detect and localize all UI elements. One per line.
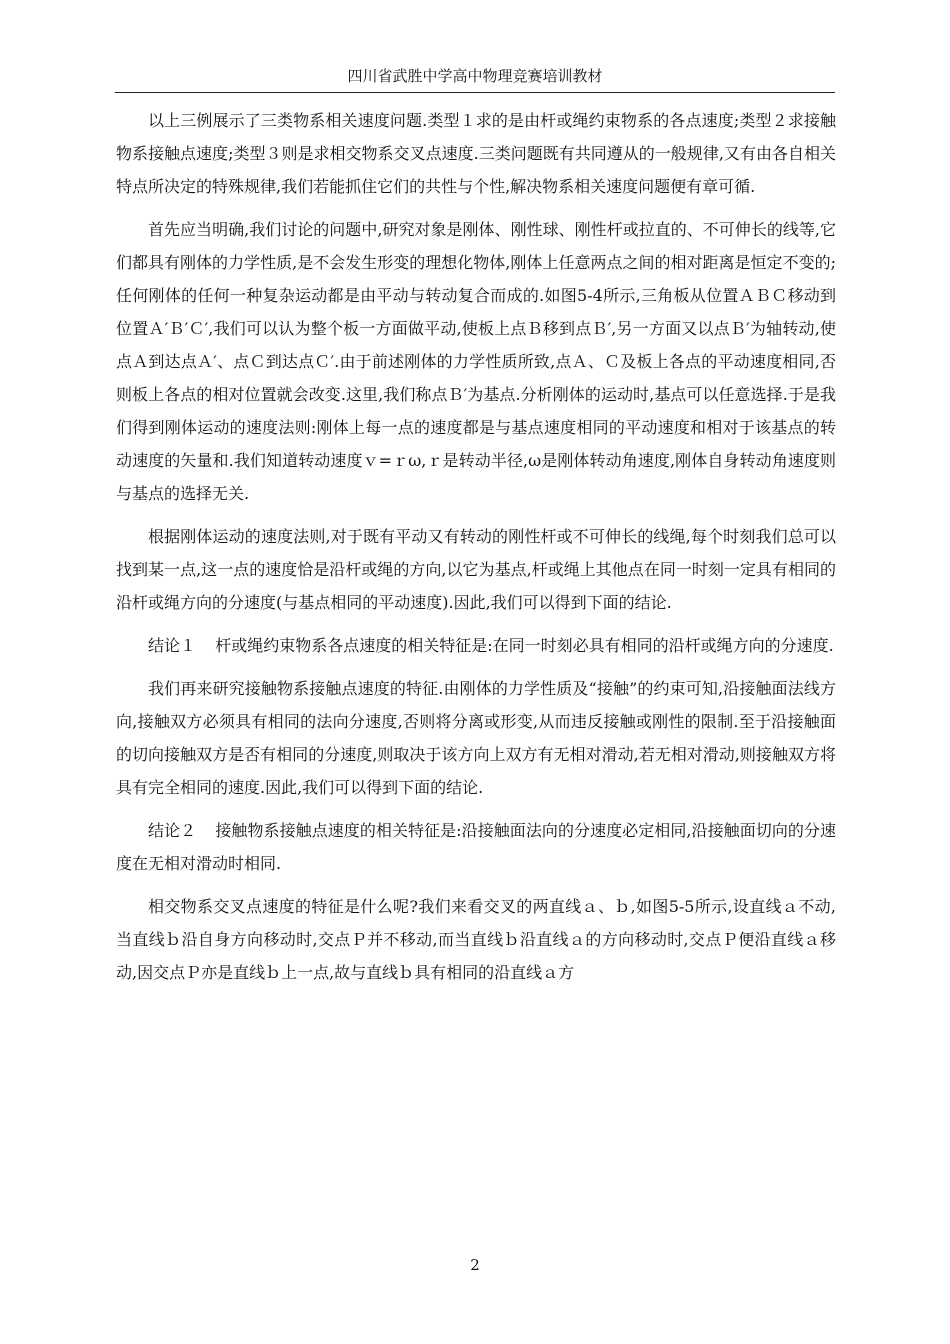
conclusion-1-text: 杆或绳约束物系各点速度的相关特征是:在同一时刻必具有相同的沿杆或绳方向的分速度. [215, 636, 834, 655]
paragraph-2: 首先应当明确,我们讨论的问题中,研究对象是刚体、刚性球、刚性杆或拉直的、不可伸长的线等,它们都具有刚体的力学性质,是不会发生形变的理想化物体,刚体上任意两点之间的相对距离是恒定不变的;任何刚体的任何一种复杂运动都是由平动与转动复合而成的.如图5-4所示,三角板从位置ＡＢＣ移动到位置Ａ′Ｂ′Ｃ′,我们可以认为整个板一方面做平动,使板上点Ｂ移到点Ｂ′,另一方面又以点Ｂ′为轴转动,使点Ａ到达点Ａ′、点Ｃ到达点Ｃ′.由于前述刚体的力学性质所致,点Ａ、Ｃ及板上各点的平动速度相同,否则板上各点的相对位置就会改变.这里,我们称点Ｂ′为基点.分析刚体的运动时,基点可以任意选择.于是我们得到刚体运动的速度法则:刚体上每一点的速度都是与基点速度相同的平动速度和相对于该基点的转动速度的矢量和.我们知道转动速度ｖ=ｒω,ｒ是转动半径,ω是刚体转动角速度,刚体自身转动角速度则与基点的选择无关. [116, 220, 836, 503]
conclusion-2 [116, 814, 836, 880]
conclusion-2-text: 接触物系接触点速度的相关特征是:沿接触面法向的分速度必定相同,沿接触面切向的分速度在无相对滑动时相同. [116, 821, 836, 873]
running-header: 四川省武胜中学高中物理竞赛培训教材 [347, 67, 603, 85]
page-number: 2 [470, 1256, 480, 1274]
conclusion-1 [116, 629, 836, 662]
conclusion-2-label: 结论２ [148, 821, 197, 840]
paragraph-3: 根据刚体运动的速度法则,对于既有平动又有转动的刚性杆或不可伸长的线绳,每个时刻我们总可以找到某一点,这一点的速度恰是沿杆或绳的方向,以它为基点,杆或绳上其他点在同一时刻一定具有相同的沿杆或绳方向的分速度(与基点相同的平动速度).因此,我们可以得到下面的结论. [116, 527, 836, 612]
paragraph-1: 以上三例展示了三类物系相关速度问题.类型１求的是由杆或绳约束物系的各点速度;类型２求接触物系接触点速度;类型３则是求相交物系交叉点速度.三类问题既有共同遵从的一般规律,又有由各自相关特点所决定的特殊规律,我们若能抓住它们的共性与个性,解决物系相关速度问题便有章可循. [116, 111, 836, 196]
body-text [116, 104, 836, 989]
conclusion-1-label: 结论１ [148, 636, 197, 655]
header-rule [115, 92, 835, 93]
paragraph-5: 相交物系交叉点速度的特征是什么呢?我们来看交叉的两直线ａ、ｂ,如图5-5所示,设直线ａ不动,当直线ｂ沿自身方向移动时,交点Ｐ并不移动,而当直线ｂ沿直线ａ的方向移动时,交点Ｐ便沿直线ａ移动,因交点Ｐ亦是直线ｂ上一点,故与直线ｂ具有相同的沿直线ａ方 [116, 897, 836, 982]
paragraph-4: 我们再来研究接触物系接触点速度的特征.由刚体的力学性质及“接触”的约束可知,沿接触面法线方向,接触双方必须具有相同的法向分速度,否则将分离或形变,从而违反接触或刚性的限制.至于沿接触面的切向接触双方是否有相同的分速度,则取决于该方向上双方有无相对滑动,若无相对滑动,则接触双方将具有完全相同的速度.因此,我们可以得到下面的结论. [116, 679, 836, 797]
